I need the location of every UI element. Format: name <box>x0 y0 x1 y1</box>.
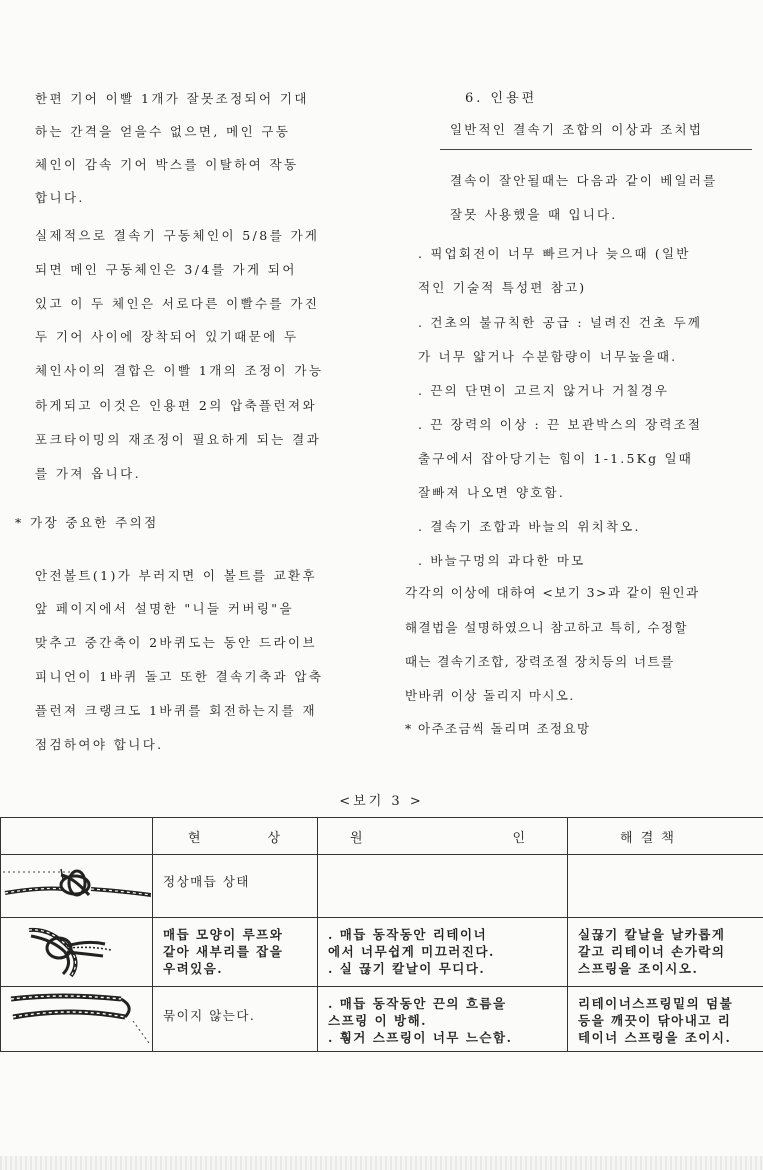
left-para1-line: 한편 기어 이빨 1개가 잘못조정되어 기대 <box>35 91 309 106</box>
left-para2-line: 포크타이밍의 재조정이 필요하게 되는 결과 <box>35 432 322 447</box>
header-symptom <box>153 818 318 855</box>
closing-line: 반바퀴 이상 돌리지 마시오. <box>405 688 575 703</box>
left-para2-line: 있고 이 두 체인은 서로다른 이빨수를 가진 <box>35 296 320 311</box>
cause-text: 스프링 이 방해. <box>328 1013 428 1028</box>
solution-text: 등을 깨끗이 닦아내고 리 <box>578 1013 732 1028</box>
left-para2-line: 하게되고 이것은 인용편 2의 압축플런져와 <box>35 398 317 413</box>
scan-edge-noise <box>0 1156 763 1170</box>
section-title: 6. 인용편 <box>465 91 538 106</box>
figure-caption: <보기 3 > <box>339 794 424 809</box>
header-cause <box>318 818 568 855</box>
cause-item-line: . 결속기 조합과 바늘의 위치착오. <box>418 519 641 534</box>
cause-text: . 매듭 동작동안 끈의 흐름을 <box>328 996 507 1011</box>
section-subtitle: 일반적인 결속기 조합의 이상과 조치법 <box>450 122 704 137</box>
solution-text: 스프링을 조이시오. <box>578 961 699 976</box>
symptom-cell <box>153 855 318 918</box>
left-para3-line: 점검하여야 합니다. <box>35 737 164 752</box>
normal-knot-icon <box>1 855 153 918</box>
cause-item-line: . 픽업회전이 너무 빠르거나 늦으때 (일반 <box>418 246 691 261</box>
cause-item-line: . 건초의 불규칙한 공급 : 널려진 건초 두께 <box>418 315 703 330</box>
cause-text: . 실 끊기 칼날이 무디다. <box>328 961 486 976</box>
cause-cell <box>318 987 568 1052</box>
solution-text: 테이너 스프링을 조이시. <box>578 1030 732 1045</box>
cause-item-line: . 바늘구멍의 과다한 마모 <box>418 553 586 568</box>
loose-loop-knot-icon <box>1 918 153 987</box>
symptom-cell <box>153 987 318 1052</box>
solution-cell <box>568 855 763 918</box>
adjust-note: * 아주조금씩 돌리며 조정요망 <box>405 721 591 736</box>
untied-twine-icon <box>1 987 153 1052</box>
solution-text: 실끊기 칼날을 날카롭게 <box>578 927 726 942</box>
left-para3-line: 피니언이 1바퀴 돌고 또한 결속기축과 압축 <box>35 669 324 684</box>
cause-text: . 매듭 동작동안 리테이너 <box>328 927 488 942</box>
subtitle-underline <box>440 149 752 150</box>
solution-text: 리테이너스프링밑의 덤불 <box>578 996 734 1011</box>
intro-line: 결속이 잘안될때는 다음과 같이 베일러를 <box>450 173 718 188</box>
solution-cell <box>568 918 763 987</box>
knot-trouble-table <box>0 817 763 1052</box>
left-para2-line: 체인사이의 결합은 이빨 1개의 조정이 가능 <box>35 363 324 378</box>
cause-text: . 훵거 스프링이 너무 느슨함. <box>328 1030 513 1045</box>
closing-line: 각각의 이상에 대하여 <보기 3>과 같이 원인과 <box>405 585 700 600</box>
closing-line: 때는 결속기조합, 장력조절 장치등의 너트를 <box>405 654 675 669</box>
left-para2-line: 실제적으로 결속기 구동체인이 5/8를 가게 <box>35 228 320 243</box>
symptom-text: 매듭 모양이 루프와 <box>163 927 284 942</box>
table-row <box>1 987 763 1052</box>
closing-line: 해결법을 설명하였으니 참고하고 특히, 수정할 <box>405 620 688 635</box>
cause-item-line: . 끈 장력의 이상 : 끈 보관박스의 장력조절 <box>418 417 703 432</box>
left-para3-line: 앞 페이지에서 설명한 "니들 커버링"을 <box>35 601 294 616</box>
cause-cell <box>318 855 568 918</box>
cause-item-line: 적인 기술적 특성편 참고) <box>418 280 587 295</box>
left-para2-line: 를 가져 옵니다. <box>35 466 141 481</box>
cause-item-line: . 끈의 단면이 고르지 않거나 거칠경우 <box>418 383 670 398</box>
left-para3-line: 안전볼트(1)가 부러지면 이 볼트를 교환후 <box>35 568 318 583</box>
symptom-text: 우려있음. <box>163 961 224 976</box>
left-para3-line: 맞추고 중간축이 2바퀴도는 동안 드라이브 <box>35 635 317 650</box>
left-para2-line: 두 기어 사이에 장착되어 있기때문에 두 <box>35 329 299 344</box>
important-heading: * 가장 중요한 주의점 <box>15 515 159 530</box>
header-symptom-char: 상 <box>267 830 282 846</box>
header-symptom-char: 현 <box>188 830 203 846</box>
solution-cell <box>568 987 763 1052</box>
table-header-row <box>1 818 763 855</box>
left-para2-line: 되면 메인 구동체인은 3/4를 가게 되어 <box>35 262 297 277</box>
solution-text: 갈고 리테이너 손가락의 <box>578 944 726 959</box>
symptom-text: 정상매듭 상태 <box>163 874 250 889</box>
table-row <box>1 855 763 918</box>
cause-item-line: 출구에서 잡아당기는 힘이 1-1.5Kg 일때 <box>418 451 694 466</box>
cause-item-line: 가 너무 얇거나 수분함량이 너무높을때. <box>418 349 678 364</box>
cause-item-line: 잘빠져 나오면 양호함. <box>418 485 565 500</box>
cause-text: 에서 너무쉽게 미끄러진다. <box>328 944 495 959</box>
symptom-text: 묶이지 않는다. <box>163 1008 256 1023</box>
header-image <box>1 818 153 855</box>
header-solution <box>568 818 763 855</box>
symptom-cell <box>153 918 318 987</box>
left-para1-line: 하는 간격을 얻을수 없으면, 메인 구동 <box>35 124 291 139</box>
header-cause-char: 인 <box>512 830 527 846</box>
cause-cell <box>318 918 568 987</box>
intro-line: 잘못 사용했을 때 입니다. <box>450 207 618 222</box>
header-cause-char: 원 <box>350 830 365 846</box>
left-para1-line: 합니다. <box>35 190 85 205</box>
left-para1-line: 체인이 감속 기어 박스를 이탈하여 작동 <box>35 157 299 172</box>
left-para3-line: 플런져 크랭크도 1바퀴를 회전하는지를 재 <box>35 703 317 718</box>
symptom-text: 같아 새부리를 잡을 <box>163 944 284 959</box>
header-solution-text: 해 결 책 <box>620 830 676 846</box>
table-row <box>1 918 763 987</box>
